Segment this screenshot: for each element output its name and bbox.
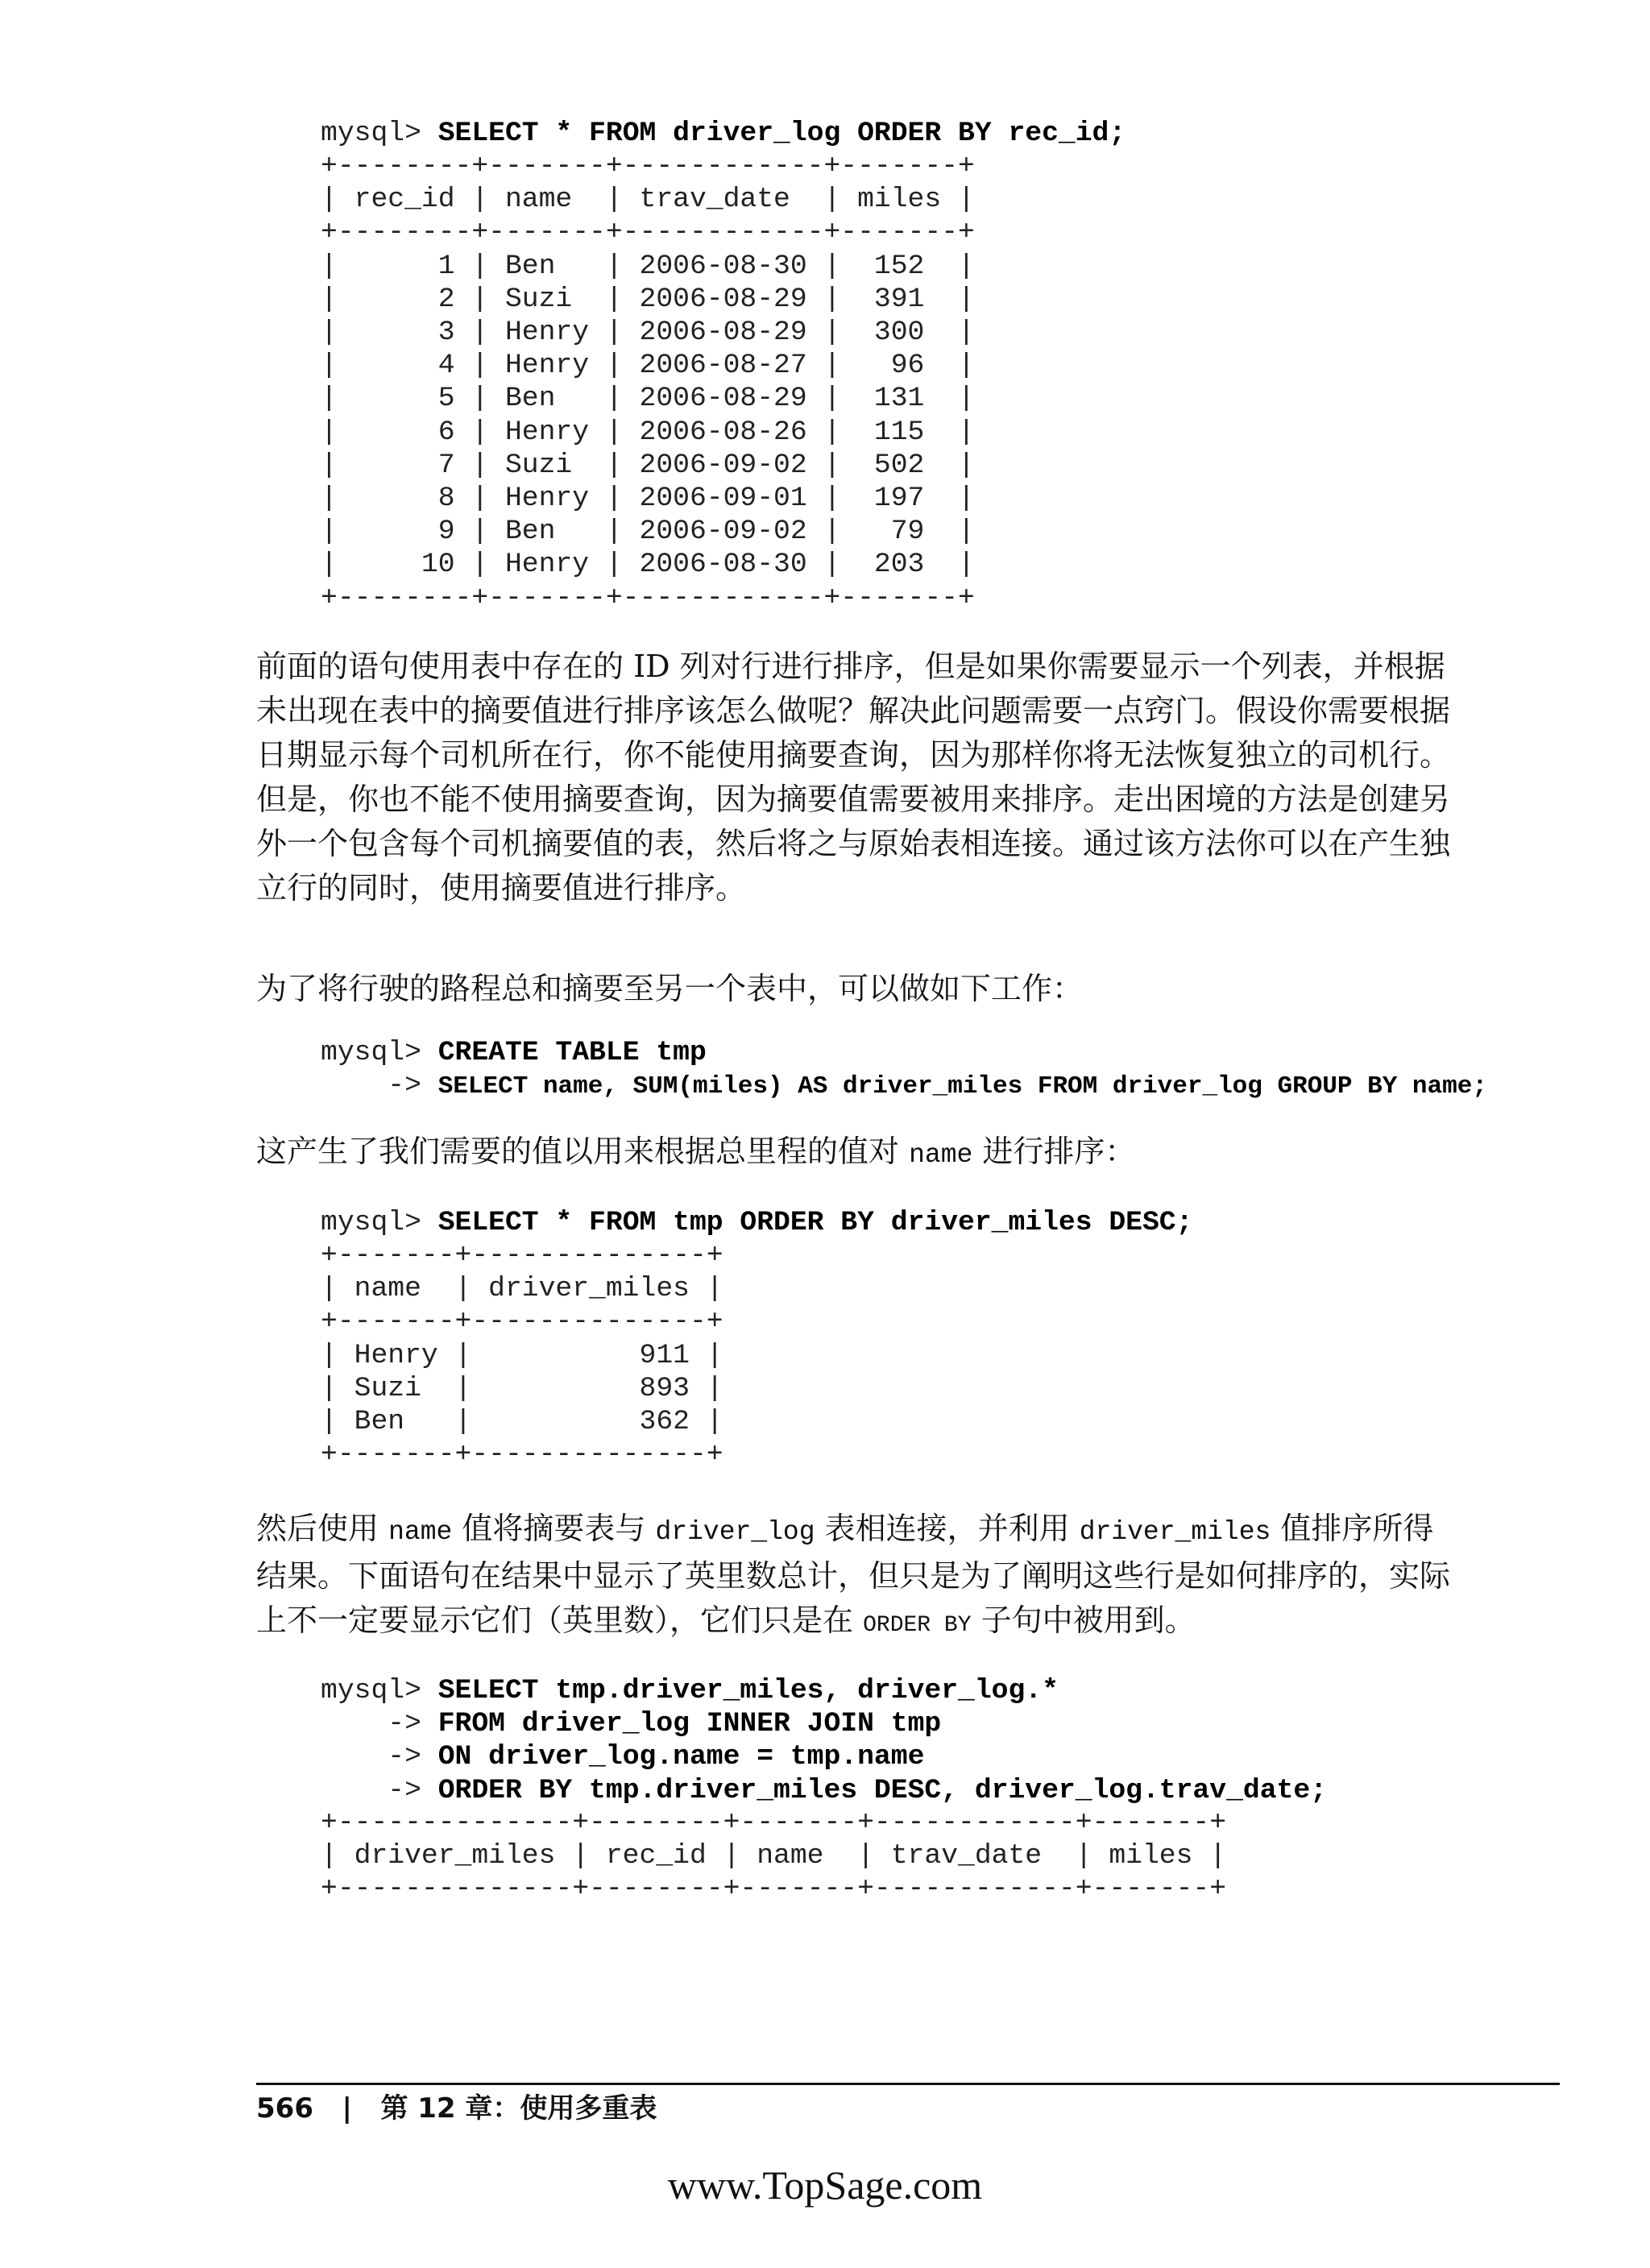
inline-code: name <box>909 1140 973 1170</box>
paragraph-line: 但是，你也不能不使用摘要查询，因为摘要值需要被用来排序。走出困境的方法是创建另 <box>256 782 1451 817</box>
body-paragraph <box>256 967 1529 1011</box>
table-border: +--------+-------+------------+-------+ <box>321 151 975 182</box>
table-header: | rec_id | name | trav_date | miles | <box>321 184 975 216</box>
page-number: 566 <box>256 2092 313 2125</box>
continuation-prompt: -> <box>321 1070 438 1102</box>
sql-command: FROM driver_log INNER JOIN tmp <box>437 1708 942 1740</box>
table-row: | 2 | Suzi | 2006-08-29 | 391 | <box>321 283 975 315</box>
text-span: 进行排序： <box>972 1134 1136 1169</box>
query-3 <box>321 1206 1192 1239</box>
chapter-title: 第 12 章：使用多重表 <box>380 2092 657 2125</box>
paragraph-line: 结果。下面语句在结果中显示了英里数总计，但只是为了阐明这些行是如何排序的，实际 <box>256 1558 1451 1594</box>
table-border: +-------+--------------+ <box>321 1306 723 1338</box>
sql-command: SELECT * FROM driver_log ORDER BY rec_id; <box>437 118 1126 149</box>
paragraph-line: 为了将行驶的路程总和摘要至另一个表中，可以做如下工作： <box>256 971 1084 1006</box>
query-1 <box>321 117 1126 150</box>
mysql-prompt: mysql> <box>321 1037 438 1068</box>
table-border: +--------------+--------+-------+------------+-------+ <box>321 1807 1227 1839</box>
table-border: +--------+-------+------------+-------+ <box>321 582 975 614</box>
table-header: | driver_miles | rec_id | name | trav_date | miles | <box>321 1840 1227 1872</box>
text-span: 值将摘要表与 <box>452 1511 656 1546</box>
sql-command: ORDER BY tmp.driver_miles DESC, driver_log.trav_date; <box>437 1774 1327 1806</box>
body-paragraph <box>256 645 1529 910</box>
table-border: +--------------+--------+-------+------------+-------+ <box>321 1873 1227 1905</box>
table-row: | 5 | Ben | 2006-08-29 | 131 | <box>321 383 975 415</box>
inline-code: driver_log <box>655 1517 815 1547</box>
paragraph-line <box>256 1507 1529 1554</box>
footer-divider <box>256 2083 1560 2085</box>
inline-code: ORDER BY <box>863 1613 972 1638</box>
table-row: | 7 | Suzi | 2006-09-02 | 502 | <box>321 449 975 481</box>
continuation-prompt: -> <box>321 1741 438 1773</box>
text-span: 这产生了我们需要的值以用来根据总里程的值对 <box>256 1134 910 1169</box>
mysql-prompt: mysql> <box>321 1675 438 1706</box>
sql-command: CREATE TABLE tmp <box>437 1037 707 1068</box>
paragraph-line: 立行的同时，使用摘要值进行排序。 <box>256 870 747 906</box>
table-border: +-------+--------------+ <box>321 1439 723 1471</box>
sql-command: SELECT name, SUM(miles) AS driver_miles FROM driver_log GROUP BY name; <box>437 1072 1487 1101</box>
paragraph-line <box>256 1130 1529 1177</box>
continuation-prompt: -> <box>321 1774 438 1806</box>
text-span: 然后使用 <box>256 1511 389 1546</box>
paragraph-line: 未出现在表中的摘要值进行排序该怎么做呢？解决此问题需要一点窍门。假设你需要根据 <box>256 693 1451 728</box>
text-span: 上不一定要显示它们（英里数），它们只是在 <box>256 1603 864 1638</box>
paragraph-line <box>256 1598 1529 1648</box>
body-paragraph <box>256 1507 1529 1648</box>
table-row: | 10 | Henry | 2006-08-30 | 203 | <box>321 549 975 581</box>
mysql-prompt: mysql> <box>321 1207 438 1238</box>
sql-command: SELECT * FROM tmp ORDER BY driver_miles DESC; <box>437 1207 1193 1238</box>
result-table-driver-log <box>321 150 975 615</box>
inline-code: driver_miles <box>1079 1517 1271 1547</box>
query-4 <box>321 1674 1327 1807</box>
result-table-tmp <box>321 1239 723 1471</box>
table-row: | Suzi | 893 | <box>321 1372 723 1404</box>
mysql-prompt: mysql> <box>321 118 438 149</box>
sql-command: ON driver_log.name = tmp.name <box>437 1741 925 1773</box>
table-row: | 3 | Henry | 2006-08-29 | 300 | <box>321 317 975 349</box>
result-table-joined <box>321 1806 1226 1906</box>
text-span: 子句中被用到。 <box>971 1603 1196 1638</box>
paragraph-line: 外一个包含每个司机摘要值的表，然后将之与原始表相连接。通过该方法你可以在产生独 <box>256 826 1451 861</box>
paragraph-line: 前面的语句使用表中存在的 ID 列对行进行排序，但是如果你需要显示一个列表，并根据 <box>256 649 1445 684</box>
table-border: +--------+-------+------------+-------+ <box>321 217 975 249</box>
query-2 <box>321 1036 1487 1103</box>
watermark: www.TopSage.com <box>667 2162 983 2208</box>
table-border: +-------+--------------+ <box>321 1240 723 1271</box>
table-row: | 1 | Ben | 2006-08-30 | 152 | <box>321 250 975 282</box>
inline-code: name <box>388 1517 453 1547</box>
table-row: | 4 | Henry | 2006-08-27 | 96 | <box>321 350 975 382</box>
page-footer <box>256 2087 657 2130</box>
table-row: | Henry | 911 | <box>321 1339 723 1371</box>
table-header: | name | driver_miles | <box>321 1273 723 1305</box>
sql-command: SELECT tmp.driver_miles, driver_log.* <box>437 1675 1059 1706</box>
paragraph-line: 日期显示每个司机所在行，你不能使用摘要查询，因为那样你将无法恢复独立的司机行。 <box>256 737 1451 773</box>
table-row: | 9 | Ben | 2006-09-02 | 79 | <box>321 516 975 548</box>
continuation-prompt: -> <box>321 1708 438 1740</box>
footer-separator: | <box>342 2092 352 2125</box>
text-span: 表相连接，并利用 <box>815 1511 1080 1546</box>
table-row: | 6 | Henry | 2006-08-26 | 115 | <box>321 416 975 448</box>
text-span: 值排序所得 <box>1271 1511 1434 1546</box>
table-row: | 8 | Henry | 2006-09-01 | 197 | <box>321 483 975 515</box>
body-paragraph <box>256 1130 1529 1177</box>
table-row: | Ben | 362 | <box>321 1406 723 1438</box>
